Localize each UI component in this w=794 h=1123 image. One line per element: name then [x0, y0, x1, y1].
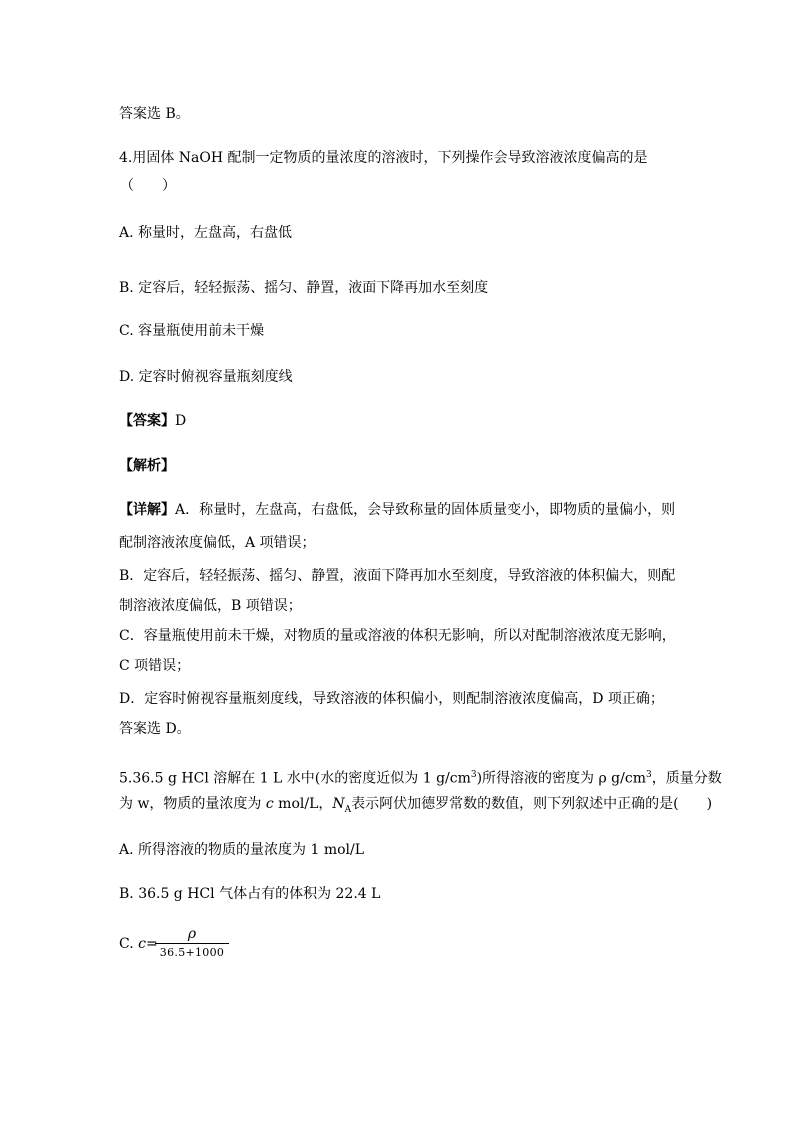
explanation-c-line2: C 项错误； — [119, 658, 191, 674]
question-4-option-a: A. 称量时，左盘高，右盘低 — [119, 225, 293, 241]
q5-text-3: ，质量分数 — [651, 770, 722, 787]
q5-text-1: 5.36.5 g HCl 溶解在 1 L 水中(水的密度近似为 1 g/cm — [119, 770, 471, 787]
q5-sub-a: A — [344, 804, 352, 815]
question-4-option-d: D. 定容时俯视容量瓶刻度线 — [119, 369, 293, 385]
explanation-d-line2: 答案选 D。 — [119, 721, 191, 737]
option-c-equals: = — [145, 936, 158, 952]
question-5-option-a: A. 所得溶液的物质的量浓度为 1 mol/L — [119, 842, 365, 858]
explanation-a-text: A．称量时，左盘高，右盘低，会导致称量的固体质量变小，即物质的量偏小，则 — [175, 502, 676, 518]
explanation-b-line1: B．定容后，轻轻振荡、摇匀、静置，液面下降再加水至刻度，导致溶液的体积偏大，则配 — [119, 568, 676, 584]
question-5-option-b: B. 36.5 g HCl 气体占有的体积为 22.4 L — [119, 886, 381, 902]
fraction-denominator: 36.5+1000 — [159, 946, 225, 959]
option-c-label: C. — [119, 936, 139, 952]
explanation-b-line2: 制溶液浓度偏低，B 项错误； — [119, 598, 302, 614]
explanation-c-line1: C．容量瓶使用前未干燥，对物质的量或溶液的体积无影响，所以对配制溶液浓度无影响， — [119, 628, 676, 644]
q5-sup-1: 3 — [470, 770, 477, 780]
q5-var-n: N — [332, 796, 345, 812]
q5-text-6: 表示阿伏加德罗常数的数值，则下列叙述中正确的是( ) — [351, 796, 713, 812]
q5-var-c: c — [265, 796, 274, 812]
question-4-option-c: C. 容量瓶使用前未干燥 — [119, 323, 265, 339]
answer-row — [119, 411, 186, 431]
q5-text-4: 为 w，物质的量浓度为 — [119, 796, 266, 812]
option-c-var: c — [138, 936, 146, 952]
answer-line: 答案选 B。 — [119, 106, 190, 122]
option-c-fraction — [155, 926, 229, 959]
question-4-option-b: B. 定容后，轻轻振荡、摇匀、静置，液面下降再加水至刻度 — [119, 280, 489, 296]
answer-value: D — [175, 413, 187, 429]
detail-label: 【详解】 — [119, 502, 175, 518]
question-5-stem-line1 — [119, 765, 722, 789]
question-4-blank: （ ） — [120, 178, 176, 194]
q5-text-5: mol/L， — [273, 796, 333, 812]
answer-label: 【答案】 — [119, 413, 175, 429]
analysis-heading: 【解析】 — [119, 458, 175, 474]
fraction-numerator: ρ — [187, 926, 197, 942]
q5-text-2: )所得溶液的密度为 ρ g/cm — [476, 770, 646, 787]
explanation-a-line2: 配制溶液浓度偏低，A 项错误； — [119, 535, 316, 551]
explanation-d-line1: D．定容时俯视容量瓶刻度线，导致溶液的体积偏小，则配制溶液浓度偏高，D 项正确； — [119, 691, 664, 707]
question-5-option-c — [119, 934, 158, 954]
question-4-stem: 4.用固体 NaOH 配制一定物质的量浓度的溶液时，下列操作会导致溶液浓度偏高的是 — [119, 150, 648, 166]
question-5-stem-line2 — [119, 794, 712, 820]
q5-sup-2: 3 — [645, 770, 652, 780]
explanation-a-line1 — [119, 500, 675, 520]
fraction-bar — [155, 943, 229, 944]
